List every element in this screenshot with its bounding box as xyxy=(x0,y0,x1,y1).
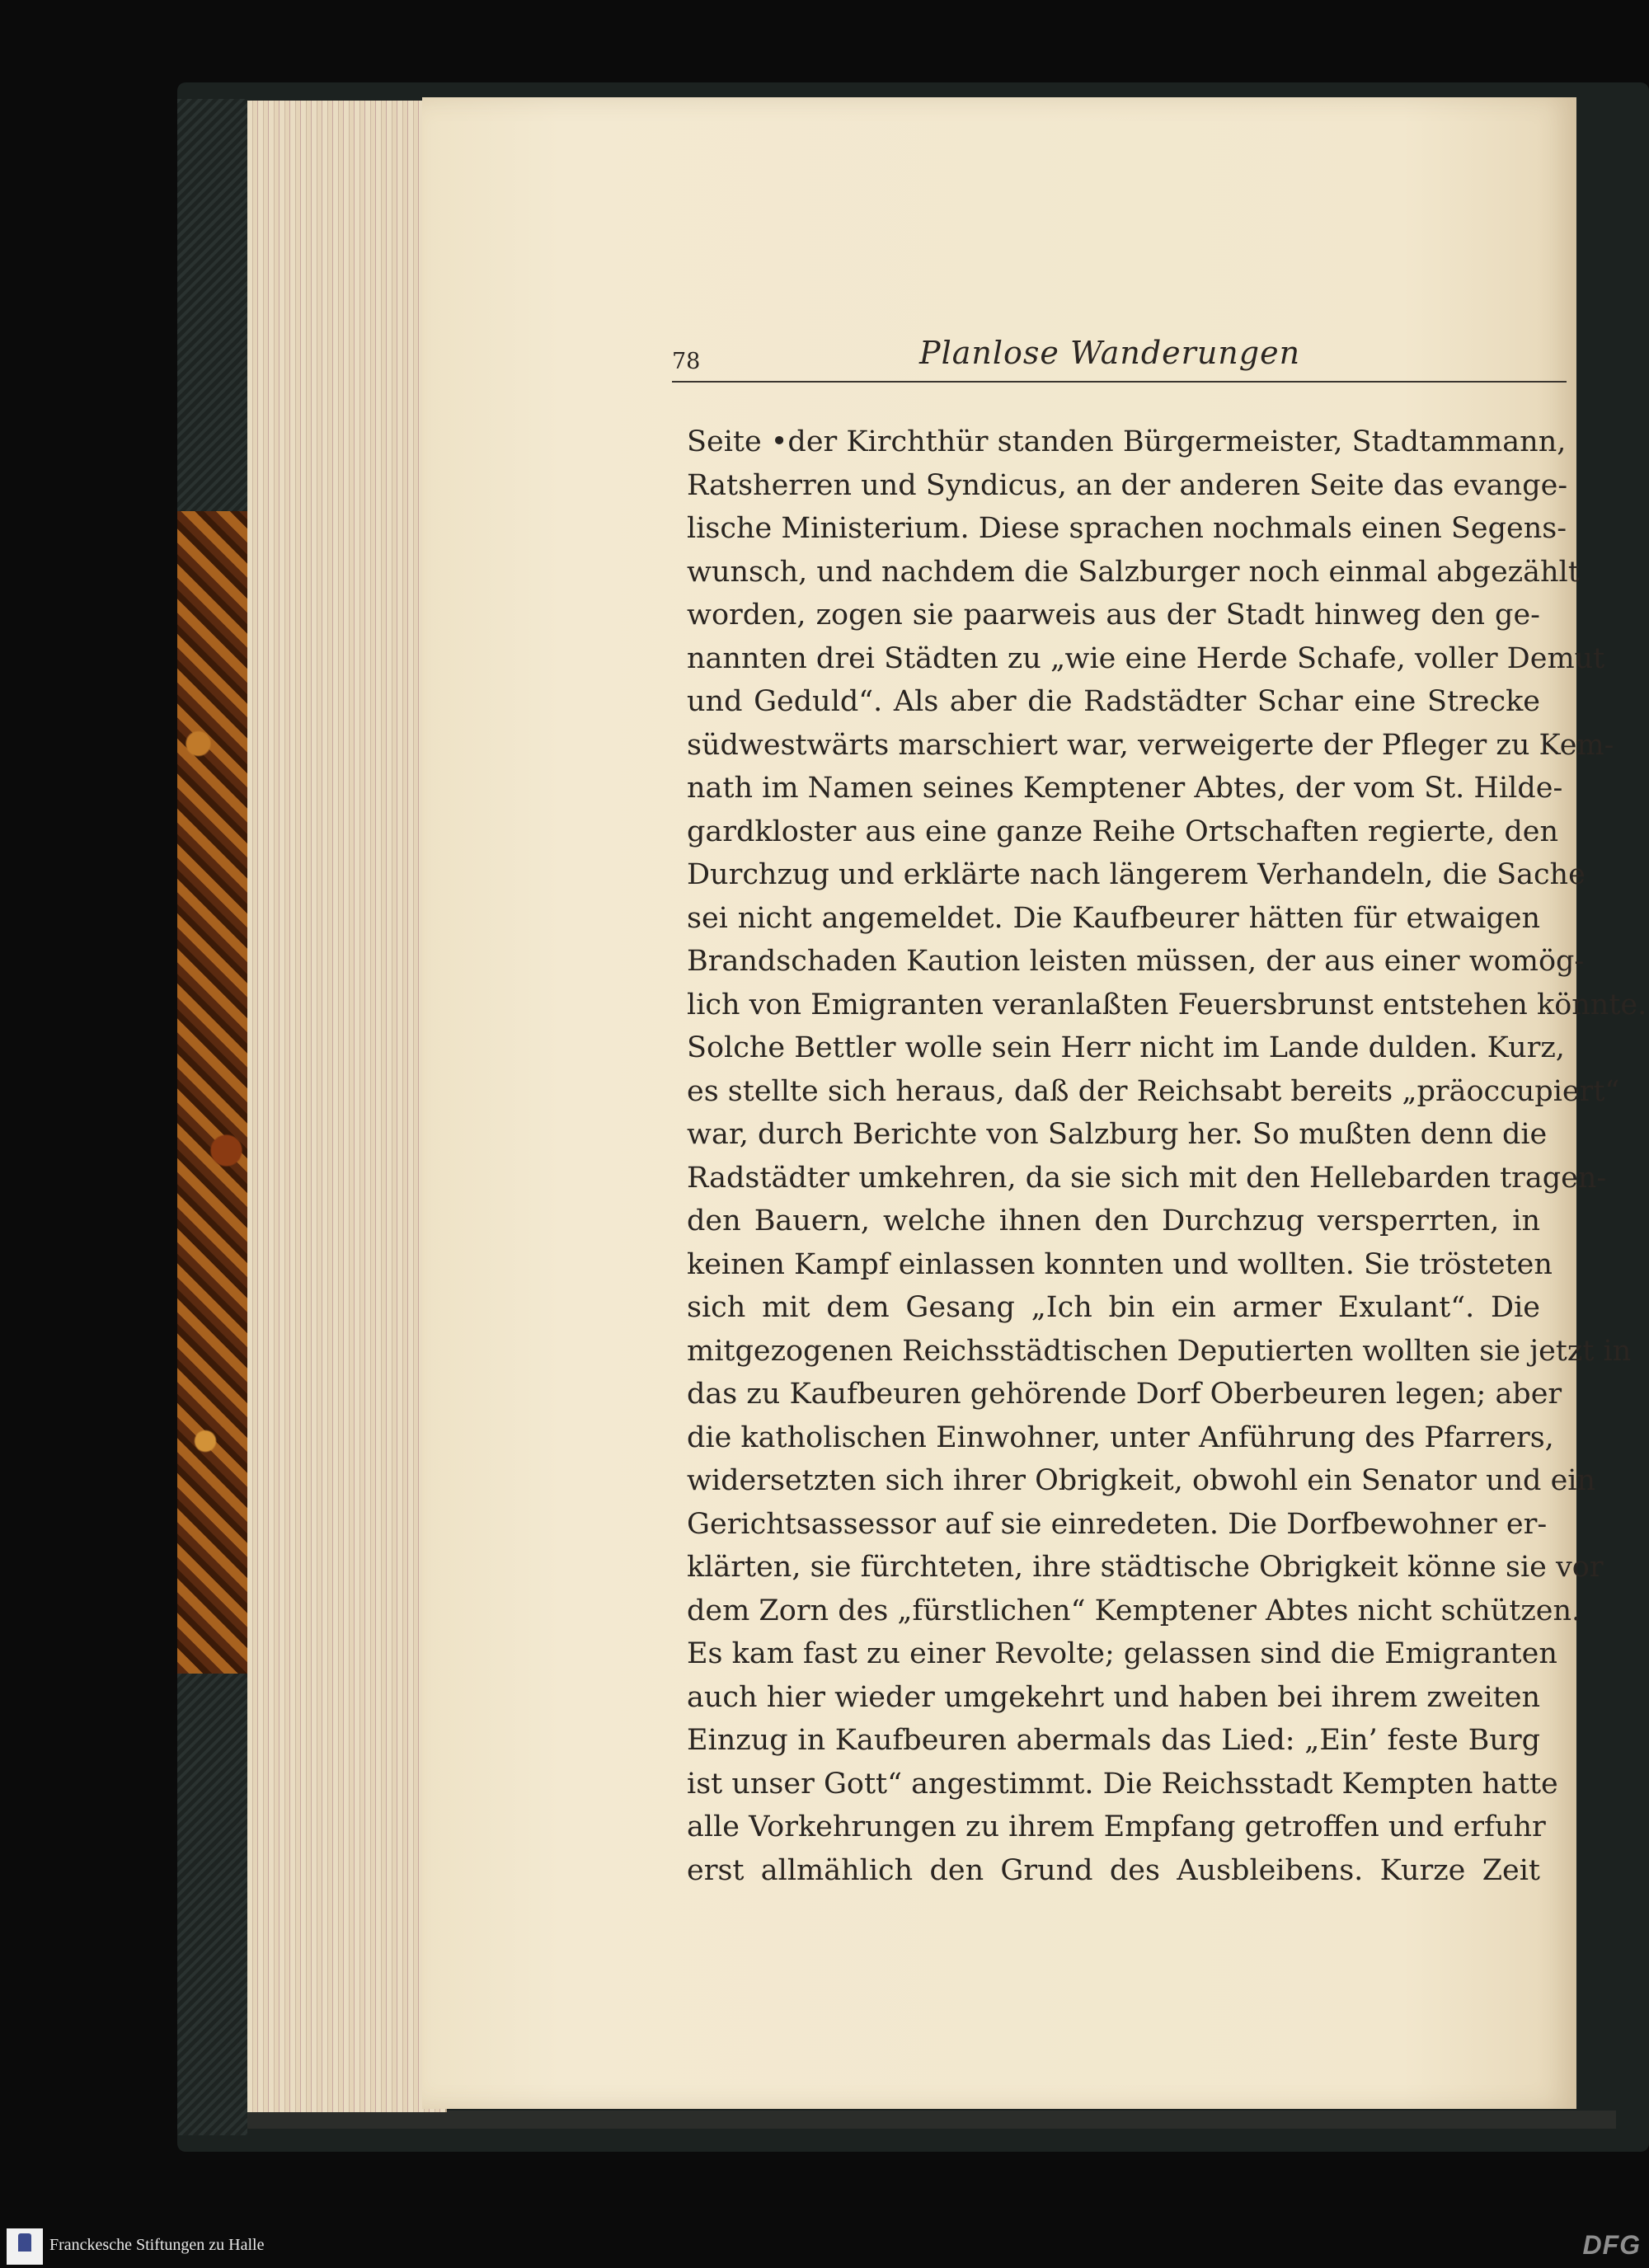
text-line: sei nicht angemeldet. Die Kaufbeurer hätten für etwaigen xyxy=(687,901,1540,935)
text-line: keinen Kampf einlassen konnten und wollten. Sie trösteten xyxy=(687,1247,1553,1281)
text-line: widersetzten sich ihrer Obrigkeit, obwohl ein Senator und ein xyxy=(687,1464,1596,1497)
text-line: Einzug in Kaufbeuren abermals das Lied: „Ein’ feste Burg xyxy=(687,1724,1540,1757)
text-line: erst allmählich den Grund des Ausbleibens. Kurze Zeit xyxy=(687,1853,1540,1887)
text-line: mitgezogenen Reichsstädtischen Deputierten wollten sie jetzt in xyxy=(687,1334,1632,1368)
text-line: es stellte sich heraus, daß der Reichsabt bereits „präoccupiert“ xyxy=(687,1074,1620,1108)
dfg-logo[interactable]: DFG xyxy=(1582,2230,1641,2260)
text-line: die katholischen Einwohner, unter Anführung des Pfarrers, xyxy=(687,1420,1554,1454)
text-line: lich von Emigranten veranlaßten Feuersbrunst entstehen könnte. xyxy=(687,988,1647,1021)
text-line: sich mit dem Gesang „Ich bin ein armer Exulant“. Die xyxy=(687,1291,1540,1324)
cover-leather-bottom xyxy=(177,1674,247,2135)
text-line: klärten, sie fürchteten, ihre städtische Obrigkeit könne sie vor xyxy=(687,1551,1604,1584)
text-line: Ratsherren und Syndicus, an der anderen Seite das evange- xyxy=(687,468,1568,502)
institution-name[interactable]: Franckesche Stiftungen zu Halle xyxy=(49,2236,265,2254)
text-line: auch hier wieder umgekehrt und haben bei ihrem zweiten xyxy=(687,1680,1540,1714)
text-line: lische Ministerium. Diese sprachen nochmals einen Segens- xyxy=(687,512,1567,545)
text-line: und Geduld“. Als aber die Radstädter Schar eine Strecke xyxy=(687,685,1540,718)
text-line: das zu Kaufbeuren gehörende Dorf Oberbeuren legen; aber xyxy=(687,1378,1562,1411)
text-line: wunsch, und nachdem die Salzburger noch einmal abgezählt xyxy=(687,555,1580,589)
text-line: Gerichtsassessor auf sie einredeten. Die Dorfbewohner er- xyxy=(687,1507,1548,1541)
cover-bottom-edge xyxy=(247,2111,1616,2129)
text-line: Seite •der Kirchthür standen Bürgermeister, Stadtammann, xyxy=(687,425,1567,458)
text-line: Durchzug und erklärte nach längerem Verhandeln, die Sache xyxy=(687,858,1586,891)
text-line: Solche Bettler wolle sein Herr nicht im Lande dulden. Kurz, xyxy=(687,1031,1565,1064)
text-line: Brandschaden Kaution leisten müssen, der aus einer womög- xyxy=(687,945,1585,978)
text-line: worden, zogen sie paarweis aus der Stadt hinweg den ge- xyxy=(687,599,1540,632)
cover-marbled-paper xyxy=(177,511,247,1674)
franckesche-stiftungen-logo-icon[interactable] xyxy=(7,2228,43,2265)
page-number: 78 xyxy=(672,349,701,374)
body-text xyxy=(687,420,1647,1892)
cover-leather-top xyxy=(177,99,247,511)
running-head xyxy=(672,323,1567,383)
text-line: nannten drei Städten zu „wie eine Herde Schafe, voller Demut xyxy=(687,641,1605,675)
text-line: Es kam fast zu einer Revolte; gelassen sind die Emigranten xyxy=(687,1637,1557,1670)
page-edges xyxy=(247,101,447,2112)
text-line: war, durch Berichte von Salzburg her. So mußten denn die xyxy=(687,1118,1548,1151)
text-line: Radstädter umkehren, da sie sich mit den Hellebarden tragen- xyxy=(687,1161,1607,1195)
running-title: Planlose Wanderungen xyxy=(919,335,1301,371)
text-line: alle Vorkehrungen zu ihrem Empfang getroffen und erfuhr xyxy=(687,1810,1546,1843)
text-line: ist unser Gott“ angestimmt. Die Reichsstadt Kempten hatte xyxy=(687,1767,1558,1801)
text-line: südwestwärts marschiert war, verweigerte der Pfleger zu Kem- xyxy=(687,728,1614,762)
text-line: gardkloster aus eine ganze Reihe Ortschaften regierte, den xyxy=(687,815,1559,848)
text-line: dem Zorn des „fürstlichen“ Kemptener Abtes nicht schützen. xyxy=(687,1594,1581,1627)
text-line: nath im Namen seines Kemptener Abtes, der vom St. Hilde- xyxy=(687,772,1563,805)
text-line: den Bauern, welche ihnen den Durchzug versperrten, in xyxy=(687,1204,1540,1237)
